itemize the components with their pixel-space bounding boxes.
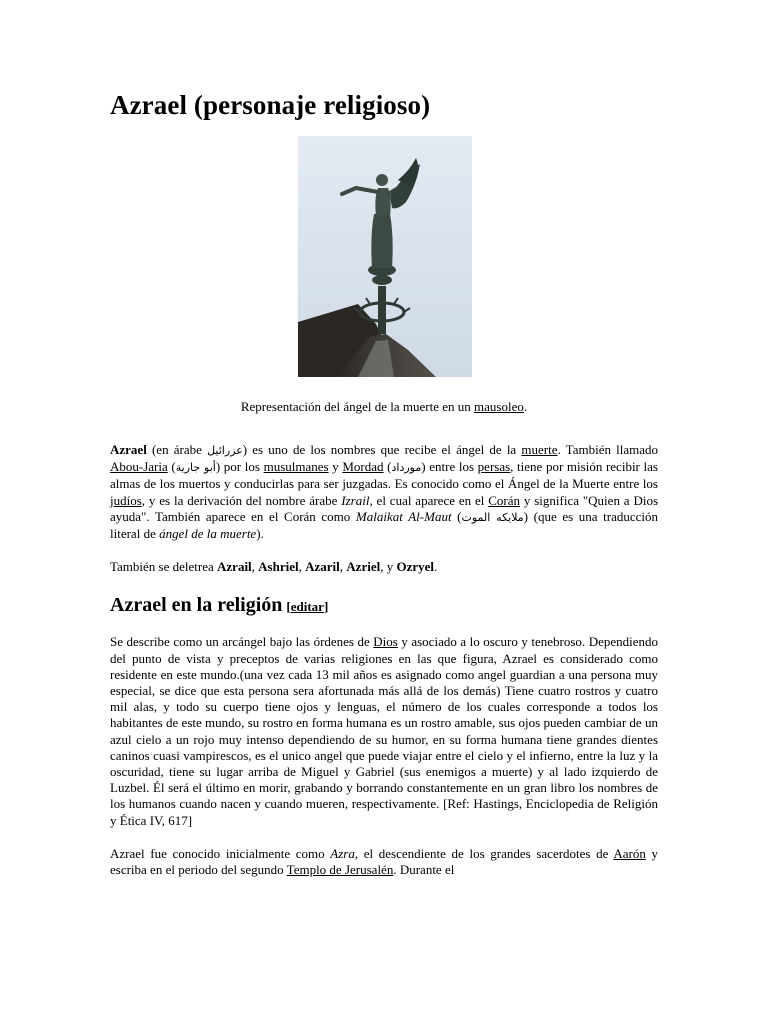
religion-paragraph-2 bbox=[110, 846, 658, 878]
religion-paragraph-1 bbox=[110, 634, 658, 828]
intro-text-3: . También llamado bbox=[557, 442, 659, 457]
spellings-sep-1: , bbox=[251, 559, 259, 575]
azra-text-2: , el descendiente de los grandes sacerdotes de bbox=[354, 845, 614, 861]
link-mausoleo[interactable]: mausoleo bbox=[474, 399, 524, 414]
term-angel-de-la-muerte: ángel de la muerte bbox=[159, 526, 257, 542]
azra-text-4: . Durante el bbox=[393, 862, 455, 878]
link-musulmanes[interactable]: musulmanes bbox=[263, 459, 329, 475]
link-judios[interactable]: judíos bbox=[110, 492, 142, 508]
spelling-azriel: Azriel bbox=[346, 559, 381, 575]
link-persas[interactable]: persas bbox=[477, 459, 511, 475]
spellings-end: . bbox=[434, 559, 438, 575]
term-azra: Azra bbox=[330, 845, 355, 861]
azra-text-3: y escriba en el periodo del segundo bbox=[110, 845, 658, 878]
intro-text-2: ) es uno de los nombres que recibe el ángel de la bbox=[242, 442, 522, 457]
arabic-azrael: عزرائيل bbox=[207, 444, 243, 457]
spellings-sep-3: , bbox=[339, 559, 347, 575]
arabic-mordad: مورداد bbox=[391, 461, 422, 475]
spellings-text-1: También se deletrea bbox=[110, 559, 218, 575]
spelling-ozryel: Ozryel bbox=[396, 559, 434, 575]
intro-text-8: ) entre los bbox=[421, 459, 478, 475]
link-coran[interactable]: Corán bbox=[488, 492, 521, 508]
link-templo-jerusalen[interactable]: Templo de Jerusalén bbox=[286, 862, 394, 878]
link-dios[interactable]: Dios bbox=[373, 634, 398, 650]
spellings-sep-2: , bbox=[298, 559, 306, 575]
intro-text-1: (en árabe bbox=[146, 442, 208, 457]
edit-bracket-open: [ bbox=[286, 599, 291, 615]
angel-statue-photo[interactable] bbox=[298, 136, 472, 377]
intro-text-12: y significa "Quien a Dios ayuda". También aparece en el Corán como bbox=[110, 492, 658, 524]
intro-text-14: ) (que es una traducción literal de bbox=[110, 508, 658, 542]
spelling-azaril: Azaril bbox=[305, 559, 340, 575]
intro-text-13: ( bbox=[451, 508, 462, 524]
section-heading-religion bbox=[110, 592, 658, 620]
figure-caption bbox=[110, 399, 658, 415]
term-izrail: Izrail bbox=[341, 492, 370, 508]
finial-knob bbox=[372, 275, 392, 285]
article-body bbox=[110, 88, 658, 878]
spellings-paragraph bbox=[110, 559, 658, 575]
spelling-azrail: Azrail bbox=[217, 559, 252, 575]
article-figure bbox=[110, 136, 658, 415]
edit-section bbox=[286, 599, 328, 614]
caption-end: . bbox=[523, 399, 528, 414]
page-title: Azrael (personaje religioso) bbox=[110, 90, 431, 120]
caption-text: Representación del ángel de la muerte en un bbox=[240, 399, 475, 414]
link-muerte[interactable]: muerte bbox=[521, 442, 558, 457]
intro-text-4: ( bbox=[167, 459, 176, 475]
link-mordad[interactable]: Mordad bbox=[342, 459, 384, 475]
section-heading-text: Azrael en la religión bbox=[110, 594, 283, 617]
edit-link[interactable]: editar bbox=[290, 599, 324, 615]
angel-head bbox=[376, 174, 388, 186]
intro-text-6: y bbox=[328, 459, 343, 475]
spelling-ashriel: Ashriel bbox=[258, 559, 299, 575]
term-azrael: Azrael bbox=[110, 442, 147, 457]
link-aaron[interactable]: Aarón bbox=[613, 845, 646, 861]
religion-text-2: y asociado a lo oscuro y tenebroso. Dependiendo del punto de vista y preceptos de varias religiones en las que figura, Azrael es considerado como residente en este mundo.(una vez cada 13 mil años es asignado como angel guardian a una persona muy especial, se dice que esta persona sera afortunada más allá de los demás) Tiene cuatro rostros y cuatro mil alas, y todo su cuerpo tiene ojos y lenguas, el número de los cuales corresponde a todos los habitantes de este mundo, su rostro en forma humana es un rostro amable, sus ojos pueden cambiar de un azul cielo a un rojo muy intenso dependiendo de su humor, en su forma humana tiene grandes dientes caninos cuasi vampirescos, es el unico angel que puede viajar entre el cielo y el infierno, entre la luz y la oscuridad, tiene su lugar arriba de Miguel y Gabriel (sus enemigos a muerte) y al lado izquierdo de Luzbel. Él será el último en morir, grabando y borrando constantemente en un gran libro los nombres de los humanos cuando nacen y cuando mueren, respectivamente. [Ref: Hastings, Enciclopedia de Religión y Ética IV, 617] bbox=[110, 634, 659, 828]
finial-pole bbox=[378, 286, 386, 334]
intro-text-7: ( bbox=[383, 459, 392, 475]
intro-text-11: , el cual aparece en el bbox=[369, 492, 489, 508]
angel-robe bbox=[371, 214, 392, 268]
intro-text-10: , y es la derivación del nombre árabe bbox=[141, 492, 342, 508]
link-abou-jaria[interactable]: Abou-Jaria bbox=[110, 459, 168, 475]
religion-text-1: Se describe como un arcángel bajo las órdenes de bbox=[110, 634, 374, 650]
spellings-sep-4: , y bbox=[380, 559, 397, 575]
intro-text-5: ) por los bbox=[215, 459, 264, 475]
intro-paragraph bbox=[110, 442, 658, 542]
arabic-abou-jaria: أبو جارية bbox=[175, 461, 216, 475]
azra-text-1: Azrael fue conocido inicialmente como bbox=[110, 845, 331, 861]
intro-text-9: , tiene por misión recibir las almas de los muertos y conducirlas para ser juzgadas. Es conocido como el Ángel de la Muerte entre los bbox=[110, 459, 658, 492]
term-malaikat-al-maut: Malaikat Al-Maut bbox=[355, 508, 452, 524]
arabic-malaikat: ملايكه الموت bbox=[461, 510, 524, 524]
edit-bracket-close: ] bbox=[323, 599, 329, 615]
intro-text-15: ). bbox=[256, 526, 264, 542]
